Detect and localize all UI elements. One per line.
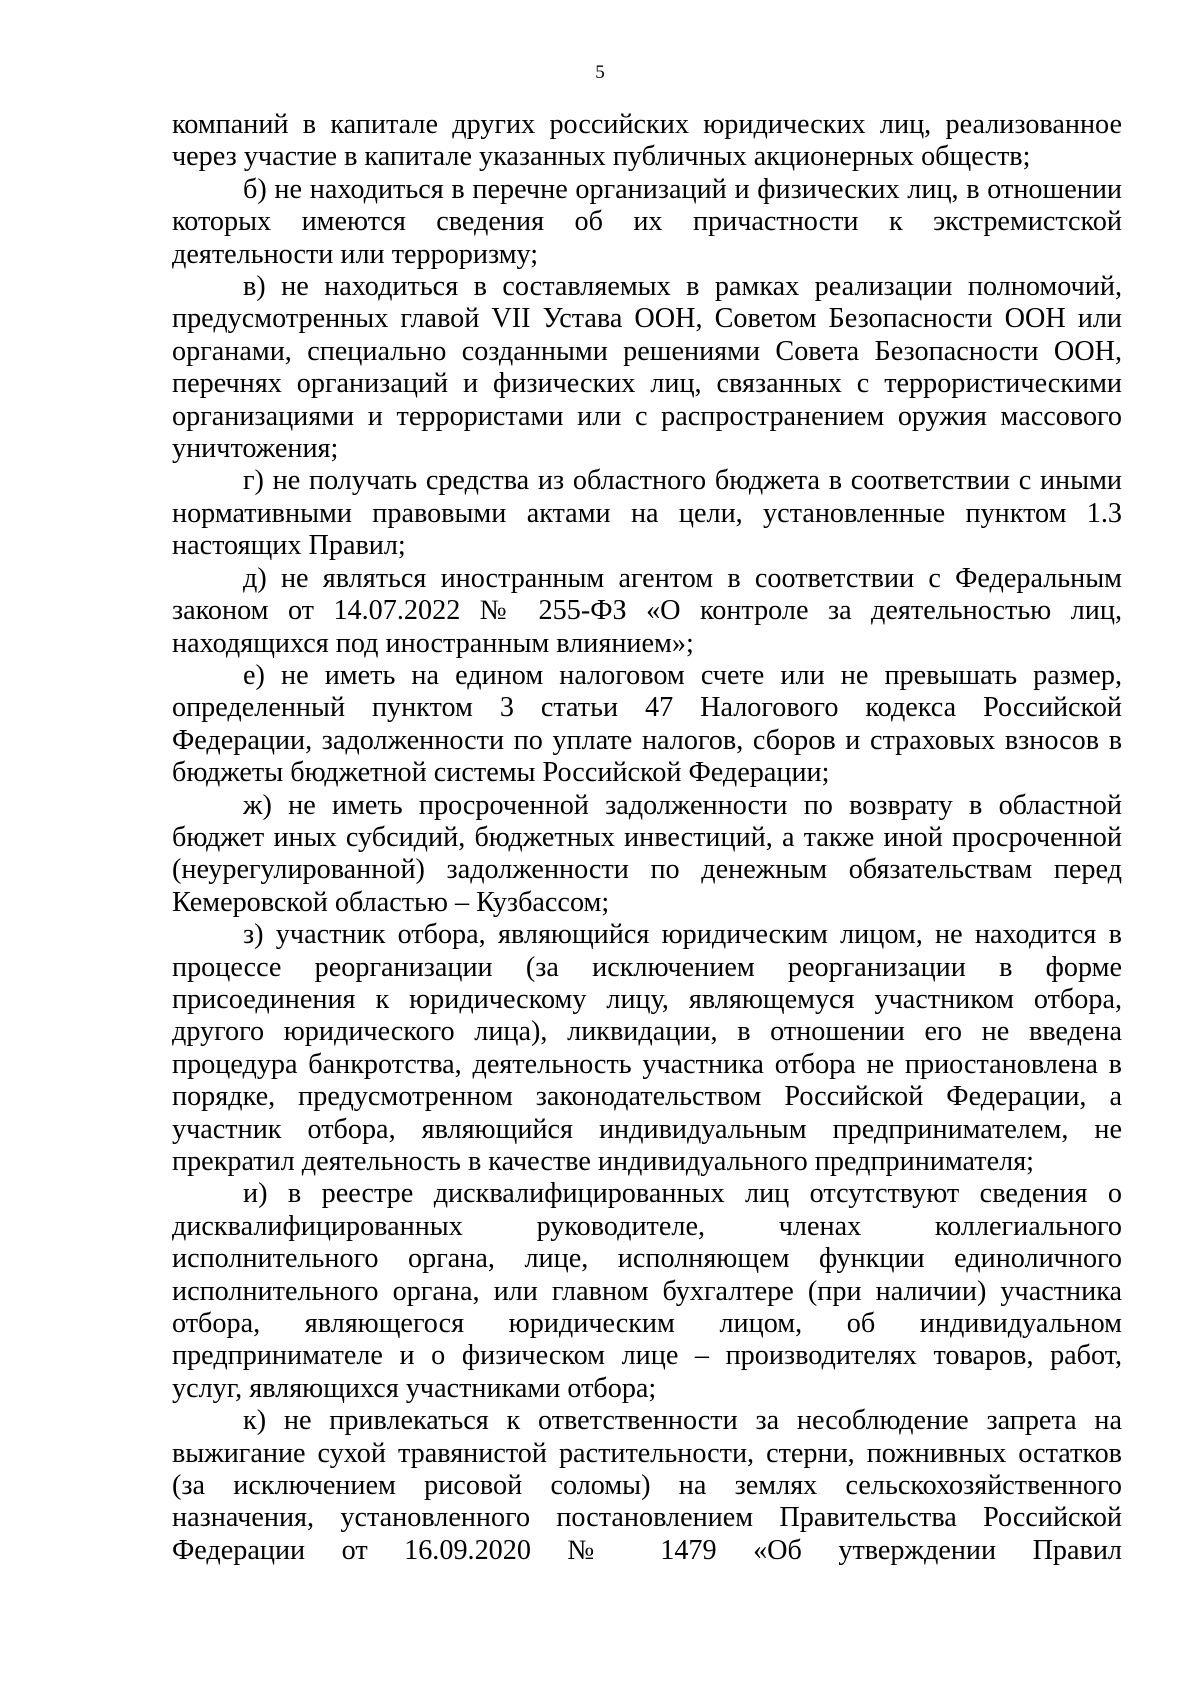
- paragraph-item-v: в) не находиться в составляемых в рамках реализации полномочий, предусмотренных главой VII Устава ООН, Советом Безопасности ООН или органами, специально созданными решениями Совета Безопасности ООН, перечнях организаций и физических лиц, связанных с террористическими организациями и террористами или с распространением оружия массового уничтожения;: [172, 271, 1122, 465]
- paragraph-item-g: г) не получать средства из областного бюджета в соответствии с иными нормативными правовыми актами на цели, установленные пунктом 1.3 настоящих Правил;: [172, 465, 1122, 562]
- page-number: 5: [595, 62, 605, 83]
- document-body: [172, 109, 1122, 1567]
- paragraph-item-d: д) не являться иностранным агентом в соответствии с Федеральным законом от 14.07.2022 № 255-ФЗ «О контроле за деятельностью лиц, находящихся под иностранным влиянием»;: [172, 562, 1122, 659]
- paragraph-item-b: б) не находиться в перечне организаций и физических лиц, в отношении которых имеются сведения об их причастности к экстремистской деятельности или терроризму;: [172, 173, 1122, 270]
- paragraph-item-zh: ж) не иметь просроченной задолженности по возврату в областной бюджет иных субсидий, бюджетных инвестиций, а также иной просроченной (неурегулированной) задолженности по денежным обязательствам перед Кемеровской областью – Кузбассом;: [172, 789, 1122, 918]
- paragraph-item-i: и) в реестре дисквалифицированных лиц отсутствуют сведения о дисквалифицированных руководителе, членах коллегиального исполнительного органа, лице, исполняющем функции единоличного исполнительного органа, или главном бухгалтере (при наличии) участника отбора, являющегося юридическим лицом, об индивидуальном предпринимателе и о физическом лице – производителях товаров, работ, услуг, являющихся участниками отбора;: [172, 1178, 1122, 1404]
- paragraph-continuation: компаний в капитале других российских юридических лиц, реализованное через участие в капитале указанных публичных акционерных обществ;: [172, 109, 1122, 173]
- paragraph-item-z: з) участник отбора, являющийся юридическим лицом, не находится в процессе реорганизации (за исключением реорганизации в форме присоединения к юридическому лицу, являющемуся участником отбора, другого юридического лица), ликвидации, в отношении его не введена процедура банкротства, деятельность участника отбора не приостановлена в порядке, предусмотренном законодательством Российской Федерации, а участник отбора, являющийся индивидуальным предпринимателем, не прекратил деятельность в качестве индивидуального предпринимателя;: [172, 919, 1122, 1177]
- paragraph-item-k: к) не привлекаться к ответственности за несоблюдение запрета на выжигание сухой травянистой растительности, стерни, пожнивных остатков (за исключением рисовой соломы) на землях сельскохозяйственного назначения, установленного постановлением Правительства Российской Федерации от 16.09.2020 № 1479 «Об утверждении Правил: [172, 1405, 1122, 1566]
- paragraph-item-e: е) не иметь на едином налоговом счете или не превышать размер, определенный пунктом 3 статьи 47 Налогового кодекса Российской Федерации, задолженности по уплате налогов, сборов и страховых взносов в бюджеты бюджетной системы Российской Федерации;: [172, 659, 1122, 789]
